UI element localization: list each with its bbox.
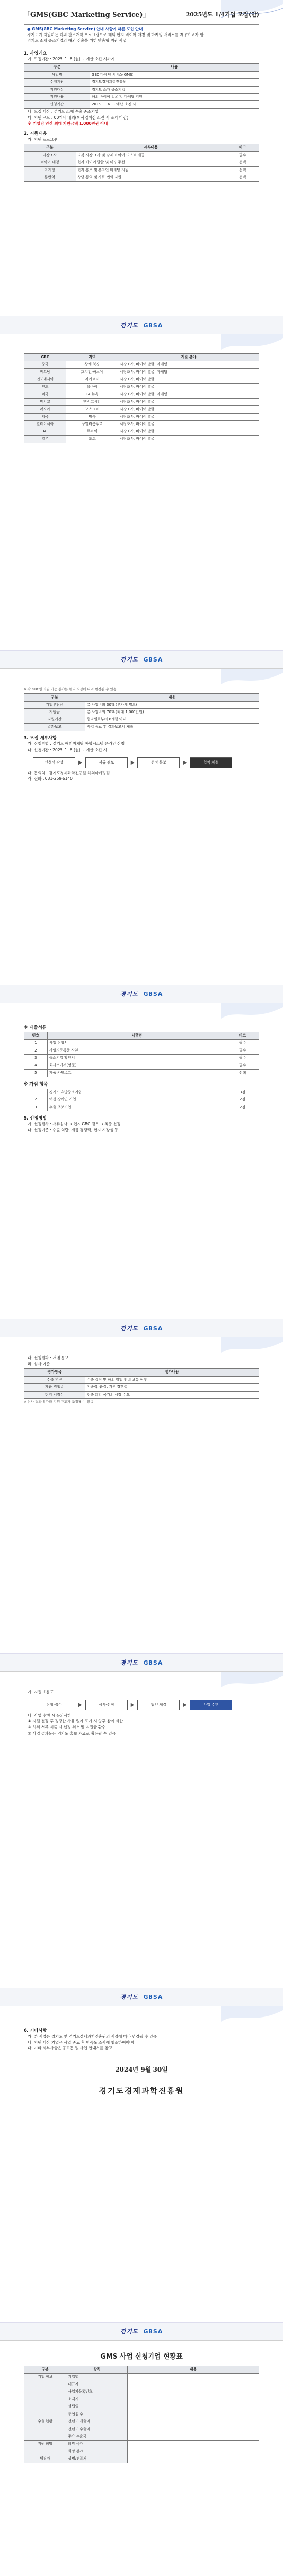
page-1 — [0, 0, 283, 334]
gbc-cell: 모스크바 — [66, 406, 118, 413]
overview-cell: 해외 바이어 발굴 및 마케팅 지원 — [90, 94, 259, 101]
section-5-c: 다. 선정결과 : 개별 통보 — [28, 1355, 69, 1360]
form-input-cell[interactable] — [128, 2455, 259, 2463]
overview-header-1: 내용 — [90, 64, 259, 71]
caution-heading: 나. 사업 수행 시 유의사항 — [28, 1713, 72, 1718]
document-title — [24, 9, 150, 19]
form-header-1: 항목 — [66, 2366, 128, 2374]
gbsa-logo: GBSA — [143, 990, 163, 997]
header-wave-decoration — [221, 1337, 283, 1357]
documents-cell: 필수 — [226, 1047, 259, 1054]
documents-cell: 선택 — [226, 1070, 259, 1077]
documents-cell: 3 — [24, 1055, 48, 1062]
overview-cell: 수행기관 — [24, 79, 90, 86]
documents-cell: 사업 신청서 — [47, 1040, 226, 1047]
section-5-a: 가. 선정절차 : 서류심사 → 현지 GBC 검토 → 최종 선정 — [28, 1121, 121, 1126]
header-wave-decoration — [221, 1003, 283, 1023]
support-flow-step-3: 협약 체결 — [137, 1700, 180, 1710]
overview-cell: GBC 마케팅 서비스(GMS) — [90, 71, 259, 78]
documents-cell: 2 — [24, 1047, 48, 1054]
section-1-b: 나. 모집 대상 : 경기도 소재 수출 중소기업 — [28, 109, 99, 114]
header-wave-decoration — [221, 1672, 283, 1691]
caution-item: ③ 사업 결과물은 경기도 홍보 자료로 활용될 수 있음 — [28, 1731, 116, 1736]
documents-header-0: 번호 — [24, 1032, 48, 1040]
gbsa-logo: GBSA — [143, 2328, 163, 2335]
support-flow-step-1: 신청·접수 — [33, 1700, 75, 1710]
support-cell: 마케팅 — [24, 166, 76, 174]
intro-line-3: 경기도 소재 중소기업의 해외 진출을 위한 맞춤형 지원 사업 — [27, 38, 127, 43]
gbc-table — [24, 353, 259, 443]
support-header-2: 비고 — [226, 144, 259, 151]
gbc-cell: 태국 — [24, 413, 66, 420]
section-2-heading: 2. 지원내용 — [24, 131, 47, 137]
form-input-cell[interactable] — [128, 2441, 259, 2448]
gbsa-logo: GBSA — [143, 1659, 163, 1666]
overview-cell: 사업명 — [24, 71, 90, 78]
gbc-cell: 호치민·하노이 — [66, 368, 118, 376]
arrow-right-icon: ▶ — [183, 759, 187, 766]
section-1-a: 가. 모집기간 : 2025. 1. 6.(월) ~ 예산 소진 시까지 — [28, 56, 115, 61]
overview-cell: 경기도 소재 중소기업 — [90, 86, 259, 93]
application-form-table — [24, 2366, 259, 2463]
form-cell: 대표자 — [66, 2381, 128, 2388]
cost-table — [24, 693, 259, 731]
gbc-cell: LA·뉴욕 — [66, 391, 118, 398]
page-footer — [0, 2322, 283, 2340]
form-cell: 희망 분야 — [66, 2448, 128, 2455]
page-footer — [0, 1653, 283, 1671]
section-3-heading: 3. 모집 세부사항 — [24, 736, 57, 741]
gbc-cell: 자카르타 — [66, 376, 118, 383]
section-5-b: 나. 선정기준 : 수출 역량, 제품 경쟁력, 현지 시장성 등 — [28, 1127, 119, 1132]
documents-header-1: 서류명 — [47, 1032, 226, 1040]
gbc-header-2: 지원 분야 — [118, 354, 259, 361]
gbc-cell: 베트남 — [24, 368, 66, 376]
overview-cell: 지원대상 — [24, 86, 90, 93]
gbc-cell: 시장조사, 바이어 발굴 — [118, 383, 259, 391]
support-cell: 선택 — [226, 166, 259, 174]
form-cell — [24, 2396, 66, 2403]
support-flow — [33, 1700, 259, 1710]
documents-cell: 필수 — [226, 1055, 259, 1062]
form-cell: 주요 수출국 — [66, 2433, 128, 2440]
overview-cell: 경기도경제과학진흥원 — [90, 79, 259, 86]
criteria-cell: 수출 실적 및 해외 영업 인력 보유 여부 — [85, 1376, 259, 1383]
page-footer — [0, 1319, 283, 1337]
page-6 — [0, 1672, 283, 2006]
support-cell: 선택 — [226, 159, 259, 166]
support-header-1: 세부내용 — [76, 144, 226, 151]
support-cell: 현지 바이어 발굴 및 미팅 주선 — [76, 159, 226, 166]
gbc-cell: 시장조사, 바이어 발굴 — [118, 420, 259, 428]
document-header — [24, 0, 259, 21]
form-cell — [24, 2411, 66, 2418]
form-header-2: 내용 — [128, 2366, 259, 2374]
form-input-cell[interactable] — [128, 2388, 259, 2396]
form-input-cell[interactable] — [128, 2403, 259, 2411]
page-footer — [0, 650, 283, 668]
gbc-cell: 미국 — [24, 391, 66, 398]
form-cell: 성명/연락처 — [66, 2455, 128, 2463]
support-cell: 통번역 — [24, 174, 76, 181]
form-cell — [24, 2403, 66, 2411]
support-cell: 타깃 시장 조사 및 잠재 바이어 리스트 제공 — [76, 151, 226, 159]
page-footer — [0, 1988, 283, 2006]
form-input-cell[interactable] — [128, 2426, 259, 2433]
support-flow-step-4: 사업 수행 — [190, 1700, 232, 1710]
support-cell: 상담 통역 및 자료 번역 지원 — [76, 174, 226, 181]
form-cell: 종업원 수 — [66, 2411, 128, 2418]
support-cell: 시장조사 — [24, 151, 76, 159]
overview-table — [24, 63, 259, 109]
support-flow-step-2: 심사·선정 — [85, 1700, 128, 1710]
gyeonggi-logo: 경기도 — [120, 1325, 138, 1332]
gbc-cell: 도쿄 — [66, 435, 118, 443]
criteria-cell: 현지 시장성 — [24, 1391, 85, 1398]
form-input-cell[interactable] — [128, 2381, 259, 2388]
gbc-cell: 쿠알라룸푸르 — [66, 420, 118, 428]
bonus-cell: 경기도 유망중소기업 — [47, 1089, 226, 1096]
documents-cell: 필수 — [226, 1062, 259, 1069]
bonus-cell: 2 — [24, 1096, 48, 1104]
page-7 — [0, 2006, 283, 2341]
misc-item: 가. 본 사업은 경기도 및 경기도경제과학진흥원의 사정에 따라 변경될 수 있음 — [28, 2034, 157, 2039]
documents-table — [24, 1032, 259, 1077]
intro-box — [24, 24, 259, 46]
page-footer — [0, 316, 283, 334]
issuing-organization: 경기도경제과학진흥원 — [99, 2086, 184, 2095]
page-5 — [0, 1337, 283, 1672]
misc-item: 나. 지원 대상 기업은 사업 종료 후 만족도 조사에 협조하여야 함 — [28, 2040, 135, 2045]
arrow-right-icon: ▶ — [78, 1702, 82, 1708]
gbc-cell: 시장조사, 바이어 발굴 — [118, 413, 259, 420]
gyeonggi-logo: 경기도 — [120, 322, 138, 329]
section-2-a: 가. 지원 프로그램 — [28, 137, 58, 142]
section-1-heading: 1. 사업개요 — [24, 50, 47, 56]
documents-cell: 사업자등록증 사본 — [47, 1047, 226, 1054]
support-cell: 바이어 매칭 — [24, 159, 76, 166]
cost-cell: 협약일로부터 6개월 이내 — [85, 716, 259, 723]
gbc-header-1: 지역 — [66, 354, 118, 361]
documents-cell: 4 — [24, 1062, 48, 1069]
cost-cell: 기업부담금 — [24, 701, 85, 708]
cost-cell: 지원금 — [24, 708, 85, 716]
form-cell: 기업 정보 — [24, 2374, 66, 2381]
header-wave-decoration — [221, 669, 283, 688]
page-footer — [0, 985, 283, 1003]
gbc-cell: 러시아 — [24, 406, 66, 413]
bonus-cell: 여성·장애인 기업 — [47, 1096, 226, 1104]
form-cell — [24, 2448, 66, 2455]
criteria-table — [24, 1368, 259, 1399]
section-3-a: 가. 신청방법 : 경기도 해외마케팅 통합시스템 온라인 신청 — [28, 741, 125, 747]
cost-cell: 결과보고 — [24, 723, 85, 731]
misc-item: 다. 기타 세부사항은 공고문 및 사업 안내서를 참고 — [28, 2046, 112, 2051]
section-1-d: ※ 기업당 연간 최대 지원금액 1,000만원 이내 — [28, 121, 108, 126]
application-flow — [33, 757, 259, 768]
arrow-right-icon: ▶ — [78, 759, 82, 766]
title-text: 「GMS(GBC Marketing Service)」 — [24, 11, 150, 19]
gbsa-logo: GBSA — [143, 1325, 163, 1332]
support-flow-heading: 가. 지원 흐름도 — [28, 1690, 54, 1694]
documents-header-2: 비고 — [226, 1032, 259, 1040]
gbc-cell: 중국 — [24, 361, 66, 368]
gbc-cell: 두바이 — [66, 428, 118, 435]
intro-line-2: 경기도가 지원하는 해외 판로개척 프로그램으로 해외 현지 바이어 매칭 및 마케팅 서비스를 제공하고자 함 — [27, 32, 204, 37]
gbc-header-0: GBC — [24, 354, 66, 361]
gbc-cell: 인도 — [24, 383, 66, 391]
documents-cell: 회사소개서(영문) — [47, 1062, 226, 1069]
form-cell: 기업명 — [66, 2374, 128, 2381]
form-cell: 담당자 — [24, 2455, 66, 2463]
flow-step-1: 신청서 작성 — [33, 757, 75, 768]
bonus-cell: 2점 — [226, 1096, 259, 1104]
form-input-cell[interactable] — [128, 2418, 259, 2426]
bonus-cell: 1 — [24, 1089, 48, 1096]
gbsa-logo: GBSA — [143, 321, 163, 329]
section-3-c: 다. 문의처 : 경기도경제과학진흥원 해외마케팅팀 — [28, 770, 110, 775]
form-input-cell[interactable] — [128, 2374, 259, 2381]
form-cell — [24, 2388, 66, 2396]
section-1-c: 다. 지원 규모 : 00개사 내외(※ 사업예산 소진 시 조기 마감) — [28, 115, 129, 120]
form-input-cell[interactable] — [128, 2396, 259, 2403]
section-5-heading: 5. 선정방법 — [24, 1115, 47, 1121]
bonus-cell: 수출 초보기업 — [47, 1104, 226, 1111]
application-form-title: GMS 사업 신청기업 현황표 — [100, 2353, 183, 2361]
cost-header-1: 내용 — [85, 694, 259, 701]
form-cell: 수출 현황 — [24, 2418, 66, 2426]
support-table — [24, 144, 259, 181]
gbc-note: ※ 각 GBC별 지원 가능 분야는 현지 사정에 따라 변경될 수 있음 — [24, 687, 117, 691]
criteria-header-0: 평가항목 — [24, 1369, 85, 1376]
gbc-cell: 시장조사, 바이어 발굴 — [118, 406, 259, 413]
form-input-cell[interactable] — [128, 2411, 259, 2418]
form-header-0: 구분 — [24, 2366, 66, 2374]
gbc-cell: 인도네시아 — [24, 376, 66, 383]
form-cell: 지원 희망 — [24, 2441, 66, 2448]
documents-cell: 제품 카탈로그 — [47, 1070, 226, 1077]
form-cell — [24, 2381, 66, 2388]
gyeonggi-logo: 경기도 — [120, 991, 138, 997]
page-4 — [0, 1003, 283, 1337]
form-cell — [24, 2426, 66, 2433]
criteria-cell: 제품 경쟁력 — [24, 1384, 85, 1391]
gbsa-logo: GBSA — [143, 656, 163, 663]
criteria-cell: 진출 희망 국가의 시장 수요 — [85, 1391, 259, 1398]
form-cell: 희망 국가 — [66, 2441, 128, 2448]
criteria-header-1: 평가내용 — [85, 1369, 259, 1376]
section-6-heading: 6. 기타사항 — [24, 2028, 47, 2033]
support-cell: 필수 — [226, 151, 259, 159]
documents-cell: 1 — [24, 1040, 48, 1047]
form-input-cell[interactable] — [128, 2448, 259, 2455]
overview-cell: 2025. 1. 6. ~ 예산 소진 시 — [90, 101, 259, 108]
overview-cell: 신청기간 — [24, 101, 90, 108]
gbc-cell: 시장조사, 바이어 발굴 — [118, 376, 259, 383]
gbc-cell: 일본 — [24, 435, 66, 443]
bonus-cell: 3점 — [226, 1089, 259, 1096]
arrow-right-icon: ▶ — [183, 1702, 187, 1708]
page-2 — [0, 334, 283, 669]
caution-item: ② 허위 서류 제출 시 선정 취소 및 지원금 환수 — [28, 1724, 106, 1730]
form-cell: 전년도 매출액 — [66, 2418, 128, 2426]
form-input-cell[interactable] — [128, 2433, 259, 2440]
caution-item: ① 지원 결정 후 정당한 사유 없이 포기 시 향후 참여 제한 — [28, 1719, 123, 1724]
form-cell: 설립일 — [66, 2403, 128, 2411]
criteria-note: ※ 심사 결과에 따라 지원 규모가 조정될 수 있음 — [24, 1400, 93, 1404]
year-title: 2025년도 1/4기업 모집(안) — [186, 11, 259, 18]
gbc-cell: UAE — [24, 428, 66, 435]
documents-heading: ※ 제출서류 — [24, 1025, 47, 1030]
criteria-cell: 기술력, 품질, 가격 경쟁력 — [85, 1384, 259, 1391]
gbc-cell: 시장조사, 바이어 발굴, 마케팅 — [118, 368, 259, 376]
gyeonggi-logo: 경기도 — [120, 1994, 138, 2001]
gbc-cell: 멕시코시티 — [66, 398, 118, 405]
documents-cell: 필수 — [226, 1040, 259, 1047]
page-3 — [0, 669, 283, 1003]
bonus-table — [24, 1089, 259, 1111]
arrow-right-icon: ▶ — [130, 1702, 135, 1708]
gbc-cell: 시장조사, 바이어 발굴 — [118, 398, 259, 405]
gbc-cell: 시장조사, 바이어 발굴 — [118, 428, 259, 435]
form-cell: 전년도 수출액 — [66, 2426, 128, 2433]
gbc-cell: 시장조사, 바이어 발굴, 마케팅 — [118, 361, 259, 368]
announcement-date: 2024년 9월 30일 — [115, 2065, 168, 2073]
cost-cell: 총 사업비의 30% (부가세 별도) — [85, 701, 259, 708]
bonus-heading: ※ 가점 항목 — [24, 1081, 48, 1087]
support-cell: 선택 — [226, 174, 259, 181]
overview-header-0: 구분 — [24, 64, 90, 71]
header-wave-decoration — [221, 2006, 283, 2026]
support-header-0: 구분 — [24, 144, 76, 151]
gyeonggi-logo: 경기도 — [120, 1659, 138, 1666]
flow-step-2: 서류 검토 — [85, 757, 128, 768]
gbc-cell: 말레이시아 — [24, 420, 66, 428]
gyeonggi-logo: 경기도 — [120, 2328, 138, 2335]
cost-cell: 지원기간 — [24, 716, 85, 723]
bonus-cell: 2점 — [226, 1104, 259, 1111]
cost-header-0: 구분 — [24, 694, 85, 701]
flow-step-4: 협약 체결 — [190, 757, 232, 768]
gbc-cell: 멕시코 — [24, 398, 66, 405]
gbc-cell: 방콕 — [66, 413, 118, 420]
intro-line-1: ● GMS(GBC Marketing Service) 안내 사항에 따른 도입 안내 — [27, 27, 143, 31]
section-3-b: 나. 신청기간 : 2025. 1. 6.(월) ~ 예산 소진 시 — [28, 747, 107, 752]
gbc-cell: 뭄바이 — [66, 383, 118, 391]
header-wave-decoration — [221, 334, 283, 354]
form-cell: 사업자등록번호 — [66, 2388, 128, 2396]
gbc-cell: 시장조사, 바이어 발굴 — [118, 435, 259, 443]
gbc-cell: 상해·북경 — [66, 361, 118, 368]
documents-cell: 중소기업 확인서 — [47, 1055, 226, 1062]
bonus-cell: 3 — [24, 1104, 48, 1111]
criteria-cell: 수출 역량 — [24, 1376, 85, 1383]
cost-cell: 총 사업비의 70% (최대 1,000만원) — [85, 708, 259, 716]
arrow-right-icon: ▶ — [130, 759, 135, 766]
gyeonggi-logo: 경기도 — [120, 656, 138, 663]
form-cell — [24, 2433, 66, 2440]
section-3-d: 라. 전화 : 031-259-6140 — [28, 776, 73, 782]
documents-cell: 5 — [24, 1070, 48, 1077]
gbc-cell: 시장조사, 바이어 발굴, 마케팅 — [118, 391, 259, 398]
overview-cell: 지원내용 — [24, 94, 90, 101]
flow-step-3: 선정 통보 — [137, 757, 180, 768]
cost-cell: 사업 종료 후 결과보고서 제출 — [85, 723, 259, 731]
gbsa-logo: GBSA — [143, 1993, 163, 2001]
page-8 — [0, 2341, 283, 2576]
form-cell: 소재지 — [66, 2396, 128, 2403]
support-cell: 현지 홍보 및 온라인 마케팅 지원 — [76, 166, 226, 174]
section-5-d: 라. 심사 기준 — [28, 1361, 50, 1366]
